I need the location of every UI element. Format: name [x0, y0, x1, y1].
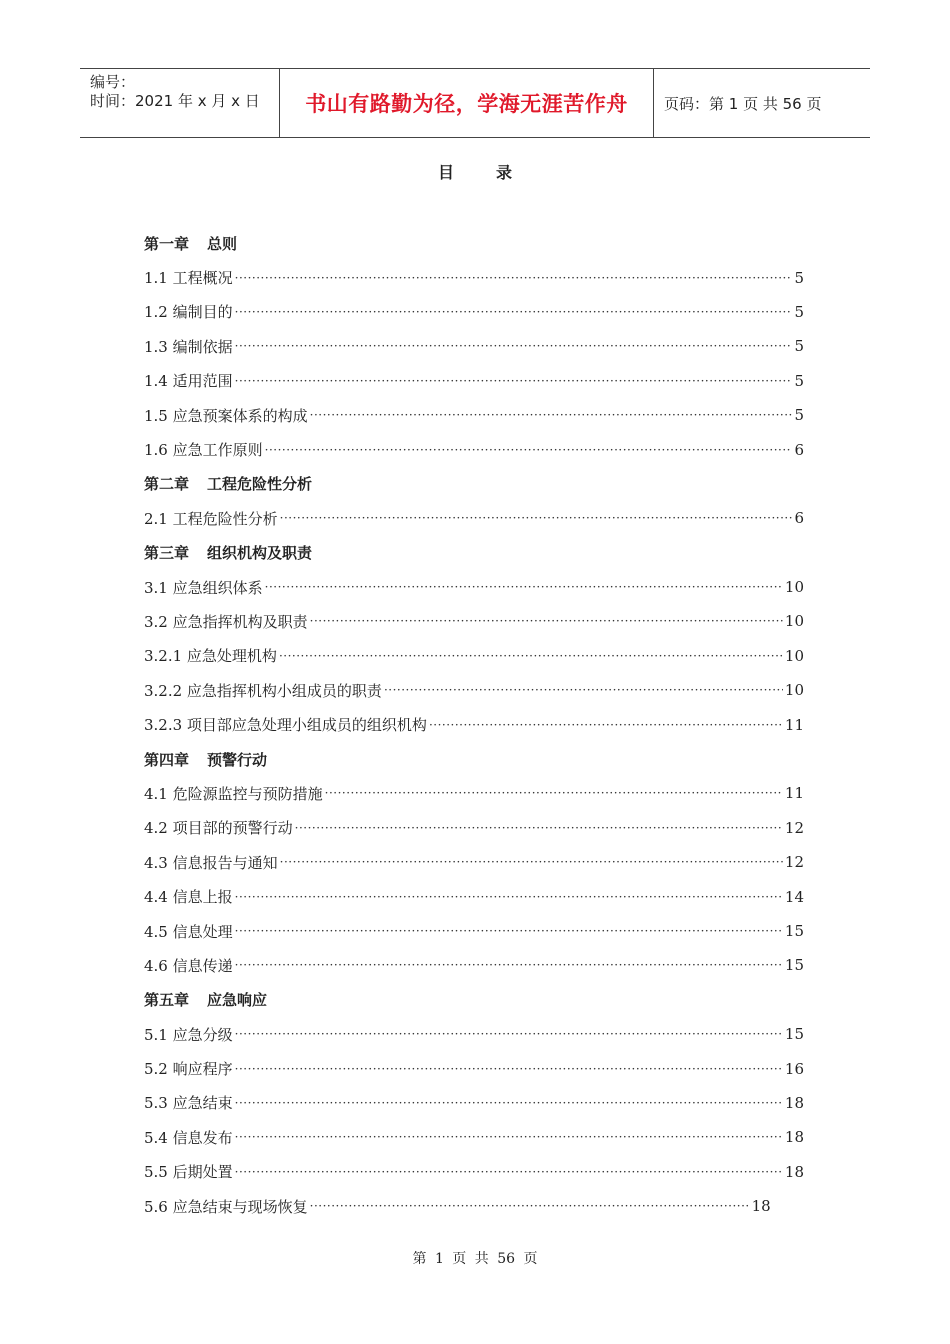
chapter-title: 总则: [207, 234, 238, 253]
toc-page-number: 5: [794, 406, 804, 425]
toc-title-char-2: 录: [496, 163, 513, 182]
header-motto-cell: [280, 69, 654, 137]
toc-entry[interactable]: [144, 570, 804, 604]
chapter-number: 第五章: [144, 991, 190, 1010]
toc-page-number: 5: [794, 371, 804, 390]
toc-dot-leader: [384, 683, 783, 697]
toc-entry-label: 4.1 危险源监控与预防措施: [144, 784, 323, 803]
toc-entry-label: 5.4 信息发布: [144, 1128, 233, 1147]
document-time-label: 时间：2021 年 x 月 x 日: [90, 92, 260, 110]
toc-dot-leader: [235, 374, 793, 388]
toc-entry-label: 4.3 信息报告与通知: [144, 853, 278, 872]
toc-entry[interactable]: [144, 260, 804, 294]
toc-page-number: 18: [784, 1128, 804, 1147]
toc-page-number: 10: [784, 646, 804, 665]
chapter-title: 工程危险性分析: [207, 475, 313, 494]
toc-page-number: 10: [784, 681, 804, 700]
toc-entry[interactable]: [144, 295, 804, 329]
toc-dot-leader: [429, 718, 783, 732]
toc-dot-leader: [325, 786, 783, 800]
toc-page-number: 15: [784, 1025, 804, 1044]
toc-dot-leader: [235, 339, 793, 353]
toc-entry-label: 5.6 应急结束与现场恢复: [144, 1197, 308, 1216]
chapter-title: 预警行动: [207, 750, 268, 769]
toc-title-char-1: 目: [437, 163, 454, 182]
toc-page-number: 12: [784, 818, 804, 837]
toc-dot-leader: [235, 1165, 783, 1179]
toc-title: [0, 160, 950, 183]
toc-entry-label: 4.4 信息上报: [144, 888, 233, 907]
toc-dot-leader: [235, 1096, 783, 1110]
toc-page-number: 18: [784, 1162, 804, 1181]
toc-page-number: 5: [794, 268, 804, 287]
toc-page-number: 15: [784, 956, 804, 975]
toc-entry-label: 5.1 应急分级: [144, 1025, 233, 1044]
toc-entry[interactable]: [144, 432, 804, 466]
toc-entry[interactable]: [144, 914, 804, 948]
toc-page-number: 15: [784, 922, 804, 940]
toc-chapter-heading[interactable]: [144, 467, 804, 501]
toc-entry[interactable]: [144, 948, 804, 982]
toc-entry[interactable]: [144, 364, 804, 398]
toc-entry-label: 3.1 应急组织体系: [144, 578, 263, 597]
toc-entry-label: 3.2 应急指挥机构及职责: [144, 612, 308, 631]
toc-entry[interactable]: [144, 673, 804, 707]
toc-entry[interactable]: [144, 501, 804, 535]
toc-entry[interactable]: [144, 1189, 804, 1223]
toc-entry-label: 5.3 应急结束: [144, 1094, 233, 1113]
toc-page-number: 11: [784, 784, 804, 803]
toc-dot-leader: [310, 408, 793, 422]
toc-page-number: 10: [784, 612, 804, 631]
toc-dot-leader: [235, 1130, 783, 1144]
toc-entry-label: 5.2 响应程序: [144, 1060, 233, 1079]
toc-page-number: 5: [794, 302, 804, 321]
toc-chapter-heading[interactable]: [144, 983, 804, 1017]
toc-entry[interactable]: [144, 845, 804, 879]
toc-entry-label: 1.1 工程概况: [144, 269, 233, 288]
toc-entry-label: 3.2.3 项目部应急处理小组成员的组织机构: [144, 716, 427, 735]
toc-dot-leader: [235, 958, 783, 972]
toc-dot-leader: [280, 855, 783, 869]
toc-entry[interactable]: [144, 329, 804, 363]
toc-page-number: 5: [794, 337, 804, 356]
document-number-label: 编号：: [90, 73, 136, 91]
chapter-number: 第二章: [144, 475, 190, 494]
toc-entry[interactable]: [144, 1051, 804, 1085]
toc-entry[interactable]: [144, 707, 804, 741]
chapter-number: 第四章: [144, 750, 190, 769]
toc-dot-leader: [310, 1199, 750, 1213]
toc-page-number: 16: [784, 1059, 804, 1078]
toc-entry-label: 1.3 编制依据: [144, 337, 233, 356]
toc-page-number: 6: [794, 509, 804, 528]
toc-chapter-heading[interactable]: [144, 226, 804, 260]
toc-chapter-heading[interactable]: [144, 742, 804, 776]
toc-dot-leader: [279, 649, 783, 663]
toc-entry[interactable]: [144, 811, 804, 845]
toc-entry[interactable]: [144, 1017, 804, 1051]
chapter-title: 应急响应: [207, 991, 268, 1010]
table-of-contents: [144, 226, 804, 1223]
toc-entry[interactable]: [144, 879, 804, 913]
header-page-info: 页码：第 1 页 共 56 页: [664, 94, 822, 113]
chapter-title: 组织机构及职责: [207, 544, 313, 563]
toc-dot-leader: [265, 443, 793, 457]
toc-entry-label: 3.2.2 应急指挥机构小组成员的职责: [144, 681, 382, 700]
toc-entry-label: 2.1 工程危险性分析: [144, 509, 278, 528]
toc-dot-leader: [280, 511, 793, 525]
toc-page-number: 6: [794, 440, 804, 459]
toc-page-number: 11: [784, 715, 804, 734]
toc-entry-label: 1.6 应急工作原则: [144, 441, 263, 460]
toc-entry[interactable]: [144, 604, 804, 638]
toc-entry-label: 1.5 应急预案体系的构成: [144, 406, 308, 425]
toc-entry[interactable]: [144, 398, 804, 432]
toc-dot-leader: [235, 271, 793, 285]
toc-entry[interactable]: [144, 639, 804, 673]
toc-dot-leader: [235, 305, 793, 319]
toc-entry-label: 4.5 信息处理: [144, 922, 233, 941]
toc-entry[interactable]: [144, 776, 804, 810]
chapter-number: 第一章: [144, 234, 190, 253]
toc-dot-leader: [265, 580, 783, 594]
toc-page-number: 18: [784, 1093, 804, 1112]
toc-dot-leader: [310, 614, 783, 628]
toc-entry[interactable]: [144, 1086, 804, 1120]
document-header: [80, 68, 870, 138]
toc-page-number: 12: [784, 853, 804, 872]
header-meta-cell: [80, 69, 280, 137]
toc-entry-label: 4.2 项目部的预警行动: [144, 819, 293, 838]
page-footer: 第 1 页 共 56 页: [412, 1251, 538, 1267]
toc-entry-label: 1.4 适用范围: [144, 372, 233, 391]
toc-dot-leader: [235, 1027, 783, 1041]
header-motto: 书山有路勤为径，学海无涯苦作舟: [305, 92, 628, 116]
toc-dot-leader: [235, 924, 783, 938]
toc-dot-leader: [235, 890, 783, 904]
chapter-number: 第三章: [144, 544, 190, 563]
toc-entry-label: 1.2 编制目的: [144, 303, 233, 322]
toc-page-number: 18: [751, 1197, 771, 1216]
toc-page-number: 10: [784, 578, 804, 597]
toc-dot-leader: [295, 821, 783, 835]
toc-entry[interactable]: [144, 1155, 804, 1189]
toc-entry-label: 3.2.1 应急处理机构: [144, 647, 277, 666]
toc-page-number: 14: [784, 887, 804, 906]
toc-entry[interactable]: [144, 1120, 804, 1154]
toc-entry-label: 5.5 后期处置: [144, 1163, 233, 1182]
toc-entry-label: 4.6 信息传递: [144, 956, 233, 975]
toc-dot-leader: [235, 1062, 783, 1076]
toc-chapter-heading[interactable]: [144, 536, 804, 570]
